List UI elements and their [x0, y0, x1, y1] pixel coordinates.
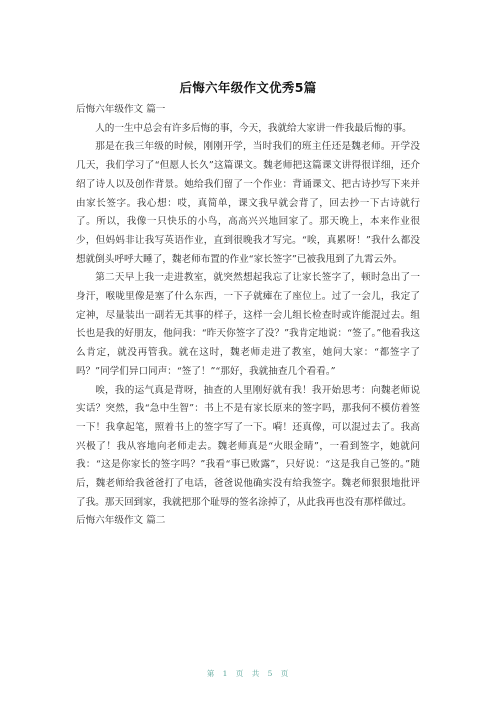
document-body [76, 101, 420, 531]
footer-page-unit: 页 [235, 669, 245, 678]
paragraph-1: 人的一生中总会有许多后悔的事，今天，我就给大家讲一件我最后悔的事。 [95, 122, 412, 134]
paragraph-2: 那是在我三年级的时候，刚刚开学，当时我们的班主任还是魏老师。开学没几天，我们学习了“但愿人长久”这篇课文。魏老师把这篇课文讲得很详细，还介绍了诗人以及创作背景。她给我们留了一个作业：背诵课文、把古诗抄写下来并由家长签字。我心想：哎，真简单，课文我早就会背了，回去抄一下古诗就行了。所以，我像一只快乐的小鸟，高高兴兴地回家了。那天晚上，本来作业很少，但妈妈非让我写英语作业，直到很晚我才写完。“唉，真累呀！”我什么都没想就倒头呼呼大睡了，魏老师布置的作业“家长签字”已被我甩到了九霄云外。 [76, 141, 420, 265]
section-heading-2: 后悔六年级作文 篇二 [76, 515, 166, 527]
section-heading-1: 后悔六年级作文 篇一 [76, 104, 166, 115]
footer-page-number: 1 [222, 669, 229, 678]
paragraph-3: 第二天早上我一走进教室，就突然想起我忘了让家长签字了，顿时急出了一身汗，喉咙里像是塞了什么东西，一下子就瘫在了座位上。过了一会儿，我定了定神，尽量装出一副若无其事的样子，这样一会儿组长检查时或许能混过去。组长也是我的好朋友，他问我：“昨天你签字了没？”我肯定地说：“签了。”他看我这么肯定，就没再管我。就在这时，魏老师走进了教室，她问大家：“都签字了吗？”同学们异口同声：“签了！”“那好，我就抽查几个看看。” [76, 272, 420, 377]
footer-page-label: 第 [206, 669, 216, 678]
footer-total-unit: 页 [280, 669, 290, 678]
footer-total-pages: 5 [267, 669, 274, 678]
page-footer [0, 668, 496, 679]
paragraph-4: 唉，我的运气真是背呀，抽查的人里刚好就有我！我开始思考：向魏老师说实话？突然，我“急中生智”：书上不是有家长原来的签字吗，那我何不模仿着签一下！我拿起笔，照着书上的签字写了一下。嗬！还真像，可以混过去了。我高兴极了！我从容地向老师走去。魏老师真是“火眼金睛”，一看到签字，她就问我：“这是你家长的签字吗？”我看“事已败露”，只好说：“这是我自己签的。”随后，魏老师给我爸爸打了电话，爸爸说他确实没有给我签字。魏老师狠狠地批评了我。那天回到家，我就把那个耻辱的签名涂掉了，从此我再也没有那样做过。 [76, 384, 420, 508]
document-title: 后悔六年级作文优秀5篇 [179, 80, 317, 95]
footer-total-label: 共 [251, 669, 261, 678]
